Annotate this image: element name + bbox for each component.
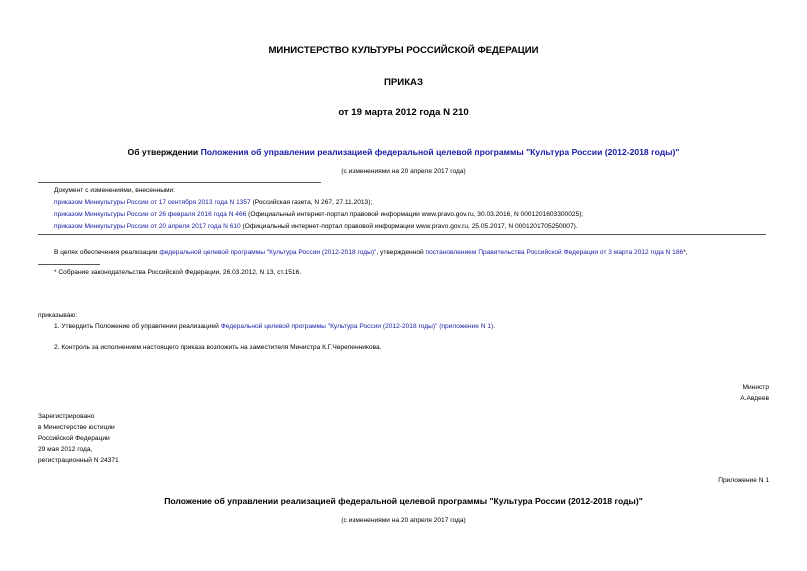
signature-name: А.Авдеев	[740, 395, 769, 402]
order-date-heading: от 19 марта 2012 года N 210	[338, 107, 469, 118]
divider	[38, 182, 321, 183]
ministry-heading: МИНИСТЕРСТВО КУЛЬТУРЫ РОССИЙСКОЙ ФЕДЕРАЦИИ	[268, 45, 539, 56]
change-source: (Российская газета, N 267, 27.11.2013);	[250, 199, 373, 206]
order-type-heading: ПРИКАЗ	[384, 77, 423, 88]
registration-line: в Министерстве юстиции	[38, 424, 115, 431]
order-item-1	[54, 322, 495, 331]
change-link[interactable]: приказом Минкультуры России от 26 февраля 2016 года N 466	[54, 211, 247, 218]
change-item	[54, 198, 372, 207]
document-title	[0, 146, 807, 158]
order-item-text: 1. Утвердить Положение об управлении реализацией	[54, 323, 221, 330]
change-item	[54, 222, 578, 231]
order-item-link[interactable]: Федеральной целевой программы "Культура России (2012-2018 годы)" (приложение N 1)	[220, 323, 494, 330]
title-link-regulation[interactable]: Положения об управлении реализацией федеральной целевой программы "Культура России (2012-2018 годы)"	[200, 147, 680, 157]
footnote: * Собрание законодательства Российской Федерации, 26.03.2012, N 13, ст.1516.	[54, 269, 302, 276]
registration-line: Зарегистрировано	[38, 413, 95, 420]
change-link[interactable]: приказом Минкультуры России от 20 апреля 2017 года N 610	[54, 223, 241, 230]
appendix-title: Положение об управлении реализацией федеральной целевой программы "Культура России (2012-2018 годы)"	[164, 496, 643, 506]
title-prefix: Об утверждении	[127, 147, 201, 157]
preamble-text: *,	[683, 249, 688, 256]
registration-line: 29 мая 2012 года,	[38, 446, 93, 453]
change-item	[54, 210, 583, 219]
preamble-text: , утвержденной	[376, 249, 426, 256]
registration-line: Российской Федерации	[38, 435, 110, 442]
appendix-amended-note: (с изменениями на 20 апреля 2017 года)	[341, 517, 466, 524]
divider	[38, 234, 766, 235]
change-source: (Официальный интернет-портал правовой информации www.pravo.gov.ru, 30.03.2016, N 0001201603300025);	[246, 211, 584, 218]
change-source: (Официальный интернет-портал правовой информации www.pravo.gov.ru, 25.05.2017, N 0001201705250007).	[240, 223, 578, 230]
appendix-label: Приложение N 1	[718, 477, 769, 484]
preamble-link-program[interactable]: федеральной целевой программы "Культура России (2012-2018 годы)"	[159, 249, 377, 256]
preamble-text: В целях обеспечения реализации	[54, 249, 160, 256]
registration-line: регистрационный N 24371	[38, 457, 119, 464]
orders-word: приказываю:	[38, 312, 78, 319]
order-item-text: .	[493, 323, 496, 330]
change-link[interactable]: приказом Минкультуры России от 17 сентября 2013 года N 1357	[54, 199, 251, 206]
signature-position: Министр	[742, 384, 769, 391]
order-item-2: 2. Контроль за исполнением настоящего приказа возложить на заместителя Министра К.Г.Черепенникова.	[54, 344, 382, 351]
preamble-paragraph	[54, 248, 688, 257]
preamble-link-resolution[interactable]: постановлением Правительства Российской Федерации от 3 марта 2012 года N 186	[425, 249, 684, 256]
title-amended-note: (с изменениями на 20 апреля 2017 года)	[341, 168, 466, 175]
changes-intro: Документ с изменениями, внесенными:	[54, 187, 176, 194]
footnote-divider	[38, 264, 100, 265]
